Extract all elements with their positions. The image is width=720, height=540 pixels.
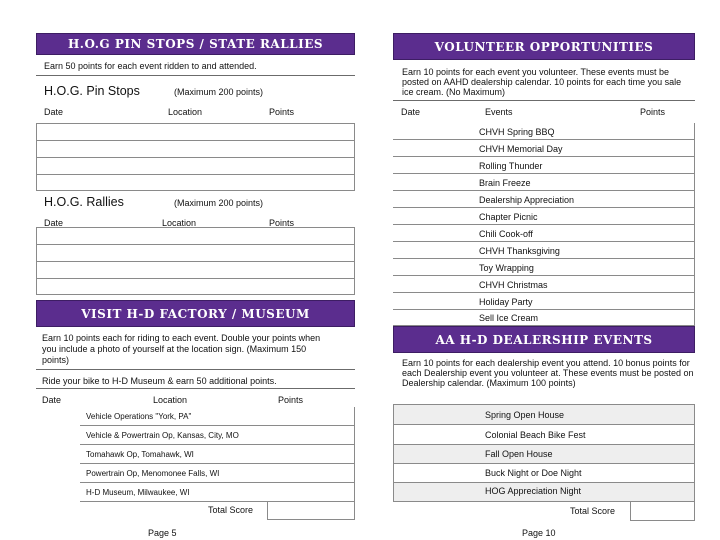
volunteer-event: CHVH Christmas [479, 280, 548, 290]
table-row[interactable] [393, 225, 694, 242]
table-row[interactable] [37, 262, 354, 279]
dealership-event: HOG Appreciation Night [485, 486, 582, 496]
volunteer-event: Chapter Picnic [479, 212, 538, 222]
volunteer-event: Chili Cook-off [479, 229, 533, 239]
table-row[interactable] [393, 276, 694, 293]
table-row[interactable] [37, 228, 354, 245]
volunteer-intro: Earn 10 points for each event you volunteer. These events must be posted on AAHD dealership calendar. 10 points for each time you sale ice cream. (No Maximum) [402, 67, 682, 97]
factory-location: Vehicle & Powertrain Op, Kansas, City, MO [86, 431, 239, 440]
right-total-score-box[interactable] [630, 502, 695, 521]
pin-col-date: Date [44, 107, 64, 117]
pin-col-location: Location [168, 107, 203, 117]
table-row[interactable] [393, 191, 694, 208]
table-row[interactable] [393, 174, 694, 191]
left-total-score-box[interactable] [267, 502, 355, 520]
table-row[interactable] [37, 141, 354, 158]
table-row[interactable] [393, 293, 694, 310]
museum-bonus-line: Ride your bike to H-D Museum & earn 50 additional points. [42, 376, 277, 386]
table-row[interactable] [80, 426, 354, 445]
table-row[interactable] [37, 279, 354, 294]
volunteer-event: Holiday Party [479, 297, 533, 307]
table-row[interactable] [37, 124, 354, 141]
volunteer-event: Dealership Appreciation [479, 195, 575, 205]
table-row[interactable] [394, 483, 694, 501]
table-row[interactable] [37, 245, 354, 262]
right-total-score-label: Total Score [570, 506, 616, 516]
pin-stops-table [36, 123, 355, 191]
volunteer-event: Toy Wrapping [479, 263, 534, 273]
volunteer-banner: VOLUNTEER OPPORTUNITIES [393, 33, 695, 60]
factory-location: Vehicle Operations "York, PA" [86, 412, 192, 421]
table-row[interactable] [394, 445, 694, 464]
table-row[interactable] [80, 445, 354, 464]
volunteer-event: Sell Ice Cream [479, 313, 539, 323]
factory-col-location: Location [153, 395, 188, 405]
pin-col-points: Points [269, 107, 295, 117]
rallies-col-points: Points [269, 218, 295, 228]
factory-intro: Earn 10 points each for riding to each event. Double your points when you include a photo of yourself at the location sign. (Maximum 150 points) [42, 333, 321, 365]
table-row[interactable] [393, 310, 694, 324]
table-row[interactable] [80, 407, 354, 426]
table-row[interactable] [394, 425, 694, 445]
dealership-intro: Earn 10 points for each dealership event you attend. 10 bonus points for each Dealership event you volunteer at. These events must be posted on Dealership calendar. (Maximum 100 points) [402, 358, 694, 388]
table-row[interactable] [394, 464, 694, 483]
rallies-col-date: Date [44, 218, 64, 228]
table-row[interactable] [393, 140, 694, 157]
table-row[interactable] [393, 123, 694, 140]
dealership-event: Fall Open House [485, 449, 553, 459]
pin-stops-max: (Maximum 200 points) [174, 87, 264, 97]
table-row[interactable] [393, 208, 694, 225]
rallies-col-location: Location [162, 218, 197, 228]
pin-stops-banner: H.O.G PIN STOPS / STATE RALLIES [36, 33, 355, 55]
factory-location: Tomahawk Op, Tomahawk, WI [86, 450, 194, 459]
factory-col-date: Date [42, 395, 62, 405]
factory-banner: VISIT H-D FACTORY / MUSEUM [36, 300, 355, 327]
volunteer-event: CHVH Thanksgiving [479, 246, 560, 256]
dealership-table [393, 404, 695, 502]
factory-location: Powertrain Op, Menomonee Falls, WI [86, 469, 220, 478]
vol-col-points: Points [640, 107, 666, 117]
factory-table [80, 407, 355, 502]
pin-stops-intro: Earn 50 points for each event ridden to and attended. [44, 61, 257, 71]
factory-location: H-D Museum, Milwaukee, WI [86, 488, 190, 497]
volunteer-table [393, 123, 695, 326]
rallies-table [36, 227, 355, 295]
table-row[interactable] [393, 242, 694, 259]
table-row[interactable] [37, 175, 354, 190]
left-total-score-label: Total Score [208, 505, 254, 515]
volunteer-event: CHVH Spring BBQ [479, 127, 555, 137]
volunteer-event: Rolling Thunder [479, 161, 543, 171]
dealership-banner: AA H-D DEALERSHIP EVENTS [393, 326, 695, 353]
vol-col-events: Events [485, 107, 513, 117]
table-row[interactable] [393, 157, 694, 174]
dealership-event: Spring Open House [485, 410, 565, 420]
left-page-number: Page 5 [148, 528, 177, 538]
dealership-event: Colonial Beach Bike Fest [485, 430, 586, 440]
vol-col-date: Date [401, 107, 421, 117]
right-page-number: Page 10 [522, 528, 556, 538]
dealership-event: Buck Night or Doe Night [485, 468, 582, 478]
table-row[interactable] [80, 483, 354, 502]
table-row[interactable] [394, 405, 694, 425]
table-row[interactable] [80, 464, 354, 483]
volunteer-event: CHVH Memorial Day [479, 144, 563, 154]
factory-col-points: Points [278, 395, 304, 405]
table-row[interactable] [37, 158, 354, 175]
table-row[interactable] [393, 259, 694, 276]
volunteer-event: Brain Freeze [479, 178, 531, 188]
pin-stops-title: H.O.G. Pin Stops [44, 84, 140, 98]
rallies-max: (Maximum 200 points) [174, 198, 264, 208]
rallies-title: H.O.G. Rallies [44, 195, 124, 209]
